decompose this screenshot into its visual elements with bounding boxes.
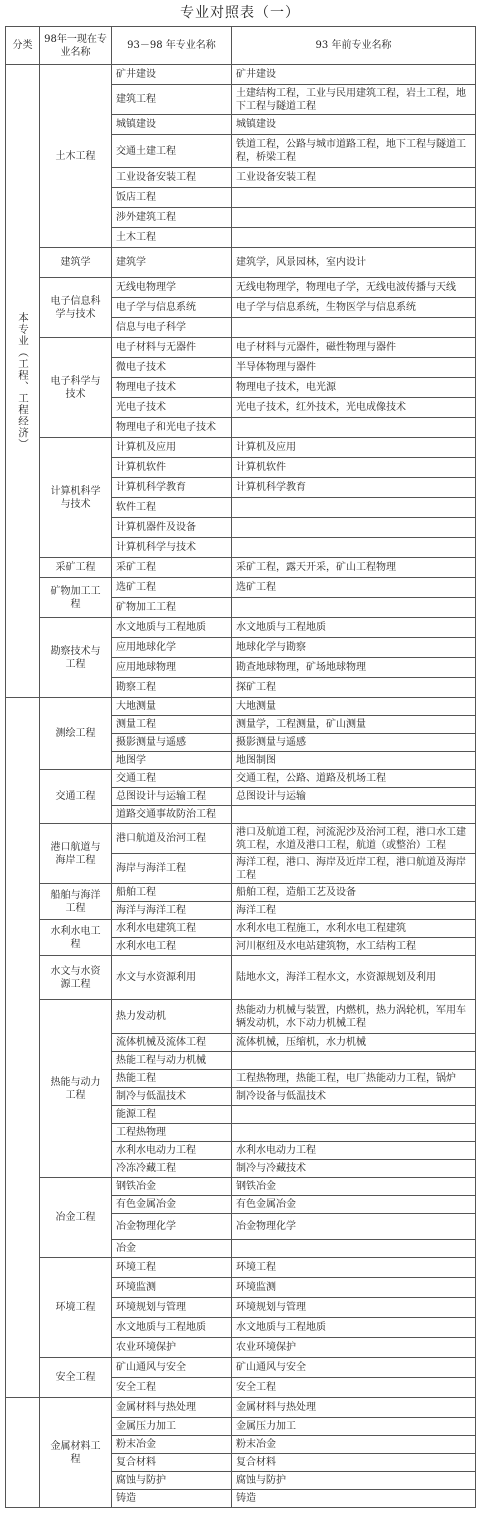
table-row	[6, 920, 476, 938]
mid-major-cell: 涉外建筑工程	[112, 208, 232, 228]
old-major-cell	[232, 208, 476, 228]
mid-major-cell: 环境规划与管理	[112, 1298, 232, 1318]
old-major-cell: 计算机科学教育	[232, 478, 476, 498]
mid-major-cell: 勘察工程	[112, 678, 232, 698]
old-major-cell: 城镇建设	[232, 115, 476, 135]
mid-major-cell: 电子材料与无器件	[112, 338, 232, 358]
mid-major-cell: 矿井建设	[112, 65, 232, 85]
table-row	[6, 248, 476, 278]
old-major-cell	[232, 498, 476, 518]
current-major-cell: 采矿工程	[40, 558, 112, 578]
current-major-cell: 水利水电工程	[40, 920, 112, 956]
old-major-cell: 工程热物理，热能工程，电厂热能动力工程，锅炉	[232, 1070, 476, 1088]
old-major-cell	[232, 806, 476, 824]
old-major-cell: 水文地质与工程地质	[232, 618, 476, 638]
old-major-cell: 建筑学，风景园林，室内设计	[232, 248, 476, 278]
old-major-cell	[232, 598, 476, 618]
table-row	[6, 698, 476, 716]
mid-major-cell: 物理电子技术	[112, 378, 232, 398]
mid-major-cell: 应用地球物理	[112, 658, 232, 678]
current-major-cell: 勘察技术与工程	[40, 618, 112, 698]
current-major-cell: 计算机科学与技术	[40, 438, 112, 558]
old-major-cell: 铁道工程，公路与城市道路工程，地下工程与隧道工程，桥梁工程	[232, 135, 476, 168]
old-major-cell: 采矿工程，露天开采，矿山工程物理	[232, 558, 476, 578]
old-major-cell: 制冷与冷藏技术	[232, 1160, 476, 1178]
current-major-cell: 电子科学与技术	[40, 338, 112, 438]
mid-major-cell: 水文地质与工程地质	[112, 1318, 232, 1338]
current-major-cell: 安全工程	[40, 1358, 112, 1398]
mid-major-cell: 电子学与信息系统	[112, 298, 232, 318]
old-major-cell: 计算机软件	[232, 458, 476, 478]
mid-major-cell: 无线电物理学	[112, 278, 232, 298]
mid-major-cell: 城镇建设	[112, 115, 232, 135]
table-row	[6, 65, 476, 85]
old-major-cell: 大地测量	[232, 698, 476, 716]
old-major-cell: 铸造	[232, 1490, 476, 1508]
mid-major-cell: 道路交通事故防治工程	[112, 806, 232, 824]
mid-major-cell: 计算机科学与技术	[112, 538, 232, 558]
old-major-cell	[232, 1052, 476, 1070]
current-major-cell: 土木工程	[40, 65, 112, 248]
old-major-cell: 复合材料	[232, 1454, 476, 1472]
old-major-cell	[232, 318, 476, 338]
old-major-cell: 船舶工程，造船工艺及设备	[232, 884, 476, 902]
mid-major-cell: 土木工程	[112, 228, 232, 248]
mid-major-cell: 建筑学	[112, 248, 232, 278]
table-row	[6, 1398, 476, 1418]
mid-major-cell: 铸造	[112, 1490, 232, 1508]
category-cell	[6, 698, 40, 1398]
mid-major-cell: 制冷与低温技术	[112, 1088, 232, 1106]
old-major-cell: 金属压力加工	[232, 1418, 476, 1436]
table-row	[6, 338, 476, 358]
mid-major-cell: 计算机科学教育	[112, 478, 232, 498]
mid-major-cell: 环境监测	[112, 1278, 232, 1298]
header-mid: 93－98 年专业名称	[112, 27, 232, 65]
current-major-cell: 建筑学	[40, 248, 112, 278]
mid-major-cell: 流体机械及流体工程	[112, 1034, 232, 1052]
mid-major-cell: 冶金物理化学	[112, 1214, 232, 1240]
current-major-cell: 测绘工程	[40, 698, 112, 770]
table-row	[6, 770, 476, 788]
mid-major-cell: 物理电子和光电子技术	[112, 418, 232, 438]
mid-major-cell: 有色金属冶金	[112, 1196, 232, 1214]
old-major-cell: 金属材料与热处理	[232, 1398, 476, 1418]
category-label: 本专业（工程、工程经济）	[17, 312, 29, 450]
old-major-cell: 地图制图	[232, 752, 476, 770]
old-major-cell	[232, 228, 476, 248]
old-major-cell: 电子材料与元器件，磁性物理与器件	[232, 338, 476, 358]
table-row	[6, 278, 476, 298]
table-row	[6, 824, 476, 854]
old-major-cell: 测量学，工程测量，矿山测量	[232, 716, 476, 734]
mid-major-cell: 地图学	[112, 752, 232, 770]
mid-major-cell: 矿山通风与安全	[112, 1358, 232, 1378]
header-row	[6, 27, 476, 65]
old-major-cell: 农业环境保护	[232, 1338, 476, 1358]
mid-major-cell: 总图设计与运输工程	[112, 788, 232, 806]
mid-major-cell: 农业环境保护	[112, 1338, 232, 1358]
old-major-cell: 流体机械，压缩机，水力机械	[232, 1034, 476, 1052]
mid-major-cell: 钢铁冶金	[112, 1178, 232, 1196]
old-major-cell: 粉末冶金	[232, 1436, 476, 1454]
mid-major-cell: 矿物加工工程	[112, 598, 232, 618]
category-cell	[6, 65, 40, 698]
current-major-cell: 冶金工程	[40, 1178, 112, 1258]
table-row	[6, 1178, 476, 1196]
old-major-cell: 安全工程	[232, 1378, 476, 1398]
mid-major-cell: 交通工程	[112, 770, 232, 788]
mid-major-cell: 热能工程	[112, 1070, 232, 1088]
old-major-cell: 光电子技术，红外技术，光电成像技术	[232, 398, 476, 418]
old-major-cell: 制冷设备与低温技术	[232, 1088, 476, 1106]
old-major-cell: 探矿工程	[232, 678, 476, 698]
table-row	[6, 1258, 476, 1278]
old-major-cell: 无线电物理学，物理电子学，无线电波传播与天线	[232, 278, 476, 298]
mid-major-cell: 计算机器件及设备	[112, 518, 232, 538]
table-row	[6, 438, 476, 458]
mid-major-cell: 水利水电动力工程	[112, 1142, 232, 1160]
old-major-cell: 港口及航道工程，河流泥沙及治河工程，港口水工建筑工程，水道及港口工程，航道（或整治）工程	[232, 824, 476, 854]
old-major-cell: 冶金物理化学	[232, 1214, 476, 1240]
table-row	[6, 956, 476, 1000]
old-major-cell: 河川枢纽及水电站建筑物，水工结构工程	[232, 938, 476, 956]
old-major-cell: 摄影测量与遥感	[232, 734, 476, 752]
current-major-cell: 水文与水资源工程	[40, 956, 112, 1000]
old-major-cell	[232, 1240, 476, 1258]
mid-major-cell: 冶金	[112, 1240, 232, 1258]
old-major-cell: 水利水电工程施工，水利水电工程建筑	[232, 920, 476, 938]
current-major-cell: 热能与动力工程	[40, 1000, 112, 1178]
old-major-cell: 环境规划与管理	[232, 1298, 476, 1318]
mid-major-cell: 水利水电建筑工程	[112, 920, 232, 938]
mid-major-cell: 信息与电子科学	[112, 318, 232, 338]
mid-major-cell: 测量工程	[112, 716, 232, 734]
old-major-cell: 土建结构工程，工业与民用建筑工程，岩土工程，地下工程与隧道工程	[232, 85, 476, 115]
category-cell	[6, 1398, 40, 1508]
current-major-cell: 港口航道与海岸工程	[40, 824, 112, 884]
current-major-cell: 交通工程	[40, 770, 112, 824]
header-category: 分类	[6, 27, 40, 65]
old-major-cell: 海洋工程，港口、海岸及近岸工程，港口航道及海岸工程	[232, 854, 476, 884]
old-major-cell: 工业设备安装工程	[232, 168, 476, 188]
old-major-cell: 勘查地球物理，矿场地球物理	[232, 658, 476, 678]
major-comparison-table	[5, 26, 476, 1508]
mid-major-cell: 微电子技术	[112, 358, 232, 378]
mid-major-cell: 冷冻冷藏工程	[112, 1160, 232, 1178]
mid-major-cell: 工业设备安装工程	[112, 168, 232, 188]
old-major-cell: 钢铁冶金	[232, 1178, 476, 1196]
old-major-cell: 计算机及应用	[232, 438, 476, 458]
mid-major-cell: 计算机软件	[112, 458, 232, 478]
mid-major-cell: 金属材料与热处理	[112, 1398, 232, 1418]
old-major-cell: 电子学与信息系统，生物医学与信息系统	[232, 298, 476, 318]
mid-major-cell: 水利水电工程	[112, 938, 232, 956]
mid-major-cell: 港口航道及治河工程	[112, 824, 232, 854]
table-row	[6, 558, 476, 578]
current-major-cell: 环境工程	[40, 1258, 112, 1358]
table-row	[6, 578, 476, 598]
mid-major-cell: 采矿工程	[112, 558, 232, 578]
mid-major-cell: 复合材料	[112, 1454, 232, 1472]
old-major-cell: 陆地水文，海洋工程水文，水资源规划及利用	[232, 956, 476, 1000]
old-major-cell	[232, 538, 476, 558]
old-major-cell: 腐蚀与防护	[232, 1472, 476, 1490]
mid-major-cell: 交通土建工程	[112, 135, 232, 168]
current-major-cell: 船舶与海洋工程	[40, 884, 112, 920]
mid-major-cell: 海洋与海洋工程	[112, 902, 232, 920]
old-major-cell	[232, 1124, 476, 1142]
mid-major-cell: 海岸与海洋工程	[112, 854, 232, 884]
table-row	[6, 1000, 476, 1034]
table-row	[6, 884, 476, 902]
table-body	[6, 65, 476, 1508]
old-major-cell: 热能动力机械与装置，内燃机，热力涡轮机，军用车辆发动机，水下动力机械工程	[232, 1000, 476, 1034]
old-major-cell: 水利水电动力工程	[232, 1142, 476, 1160]
mid-major-cell: 光电子技术	[112, 398, 232, 418]
mid-major-cell: 选矿工程	[112, 578, 232, 598]
current-major-cell: 矿物加工工程	[40, 578, 112, 618]
old-major-cell: 矿山通风与安全	[232, 1358, 476, 1378]
mid-major-cell: 腐蚀与防护	[112, 1472, 232, 1490]
old-major-cell: 物理电子技术，电光源	[232, 378, 476, 398]
mid-major-cell: 软件工程	[112, 498, 232, 518]
current-major-cell: 电子信息科学与技术	[40, 278, 112, 338]
header-current: 98年一现在专业名称	[40, 27, 112, 65]
old-major-cell: 环境工程	[232, 1258, 476, 1278]
mid-major-cell: 大地测量	[112, 698, 232, 716]
mid-major-cell: 安全工程	[112, 1378, 232, 1398]
mid-major-cell: 热能工程与动力机械	[112, 1052, 232, 1070]
old-major-cell: 矿井建设	[232, 65, 476, 85]
mid-major-cell: 饭店工程	[112, 188, 232, 208]
mid-major-cell: 船舶工程	[112, 884, 232, 902]
old-major-cell: 总图设计与运输	[232, 788, 476, 806]
mid-major-cell: 工程热物理	[112, 1124, 232, 1142]
mid-major-cell: 水文与水资源利用	[112, 956, 232, 1000]
old-major-cell	[232, 518, 476, 538]
mid-major-cell: 能源工程	[112, 1106, 232, 1124]
current-major-cell: 金属材料工程	[40, 1398, 112, 1508]
old-major-cell: 半导体物理与器件	[232, 358, 476, 378]
page-title: 专业对照表（一）	[180, 5, 300, 21]
table-row	[6, 618, 476, 638]
table-row	[6, 1358, 476, 1378]
old-major-cell	[232, 418, 476, 438]
old-major-cell: 环境监测	[232, 1278, 476, 1298]
mid-major-cell: 粉末冶金	[112, 1436, 232, 1454]
mid-major-cell: 水文地质与工程地质	[112, 618, 232, 638]
mid-major-cell: 计算机及应用	[112, 438, 232, 458]
old-major-cell: 地球化学与勘察	[232, 638, 476, 658]
mid-major-cell: 热力发动机	[112, 1000, 232, 1034]
old-major-cell	[232, 1106, 476, 1124]
mid-major-cell: 应用地球化学	[112, 638, 232, 658]
mid-major-cell: 金属压力加工	[112, 1418, 232, 1436]
old-major-cell: 交通工程，公路、道路及机场工程	[232, 770, 476, 788]
old-major-cell: 选矿工程	[232, 578, 476, 598]
mid-major-cell: 摄影测量与遥感	[112, 734, 232, 752]
header-old: 93 年前专业名称	[232, 27, 476, 65]
mid-major-cell: 建筑工程	[112, 85, 232, 115]
old-major-cell	[232, 188, 476, 208]
mid-major-cell: 环境工程	[112, 1258, 232, 1278]
old-major-cell: 有色金属冶金	[232, 1196, 476, 1214]
old-major-cell: 水文地质与工程地质	[232, 1318, 476, 1338]
old-major-cell: 海洋工程	[232, 902, 476, 920]
